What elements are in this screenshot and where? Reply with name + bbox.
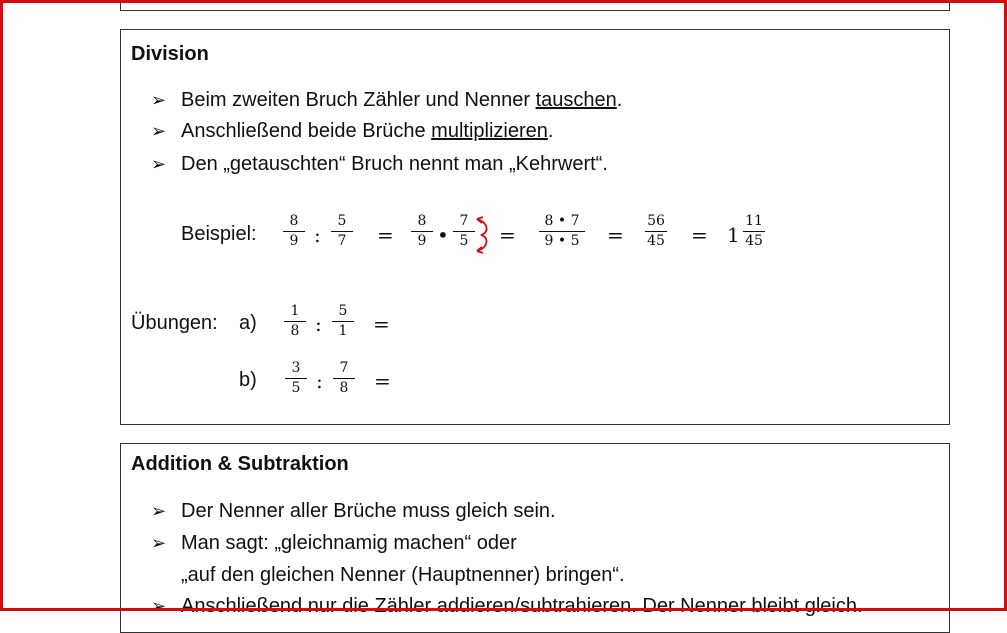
exercise-b-label: b) (239, 369, 257, 391)
example-fraction-3: 8 9 (411, 213, 433, 250)
example-fraction-4: 7 5 (453, 213, 475, 250)
division-section (120, 29, 950, 425)
equals-sign: = (373, 312, 390, 336)
arrow-bullet-icon: ➢ (151, 90, 167, 110)
addition-bullet-2-continuation: „auf den gleichen Nenner (Hauptnenner) bringen“. (181, 564, 625, 586)
exercise-b-fraction-2: 7 8 (333, 360, 355, 397)
example-fraction-1: 8 9 (283, 213, 305, 250)
arrow-bullet-icon: ➢ (151, 121, 167, 141)
equals-sign: = (691, 223, 708, 247)
example-fraction-5: 8 • 7 9 • 5 (539, 213, 585, 250)
addition-bullet-1: ➢ Der Nenner aller Brüche muss gleich sein. (151, 500, 556, 522)
colon-operator: : (315, 312, 322, 336)
exercise-b-fraction-1: 3 5 (285, 360, 307, 397)
example-fraction-2: 5 7 (331, 213, 353, 250)
example-fraction-6: 56 45 (645, 213, 667, 250)
division-bullet-2: ➢ Anschließend beide Brüche multiplizieren. (151, 120, 554, 142)
exercise-a-fraction-2: 5 1 (332, 303, 354, 340)
division-title: Division (131, 43, 209, 65)
addition-bullet-2: ➢ Man sagt: „gleichnamig machen“ oder (151, 532, 517, 554)
arrow-bullet-icon: ➢ (151, 154, 167, 174)
example-fraction-7: 11 45 (743, 213, 765, 250)
colon-operator: : (316, 369, 323, 393)
equals-sign: = (607, 223, 624, 247)
colon-operator: : (314, 223, 321, 247)
equals-sign: = (499, 223, 516, 247)
addition-bullet-3: ➢ Anschließend nur die Zähler addieren/subtrahieren. Der Nenner bleibt gleich. (151, 595, 863, 617)
arrow-bullet-icon: ➢ (151, 533, 167, 553)
arrow-bullet-icon: ➢ (151, 501, 167, 521)
equals-sign: = (377, 223, 394, 247)
division-bullet-1: ➢ Beim zweiten Bruch Zähler und Nenner tauschen. (151, 89, 623, 111)
arrow-bullet-icon: ➢ (151, 596, 167, 616)
whole-number: 1 (727, 223, 740, 247)
equals-sign: = (374, 369, 391, 393)
exercise-a-label: a) (239, 312, 257, 334)
division-bullet-3: ➢ Den „getauschten“ Bruch nennt man „Kehrwert“. (151, 153, 608, 175)
previous-section-box (120, 0, 950, 11)
exercises-label: Übungen: (131, 312, 218, 334)
addition-title: Addition & Subtraktion (131, 453, 349, 475)
swap-arrows-icon (473, 215, 493, 255)
multiply-dot: • (437, 223, 449, 247)
addition-section (120, 443, 950, 633)
exercise-a-fraction-1: 1 8 (284, 303, 306, 340)
example-label: Beispiel: (181, 223, 257, 245)
